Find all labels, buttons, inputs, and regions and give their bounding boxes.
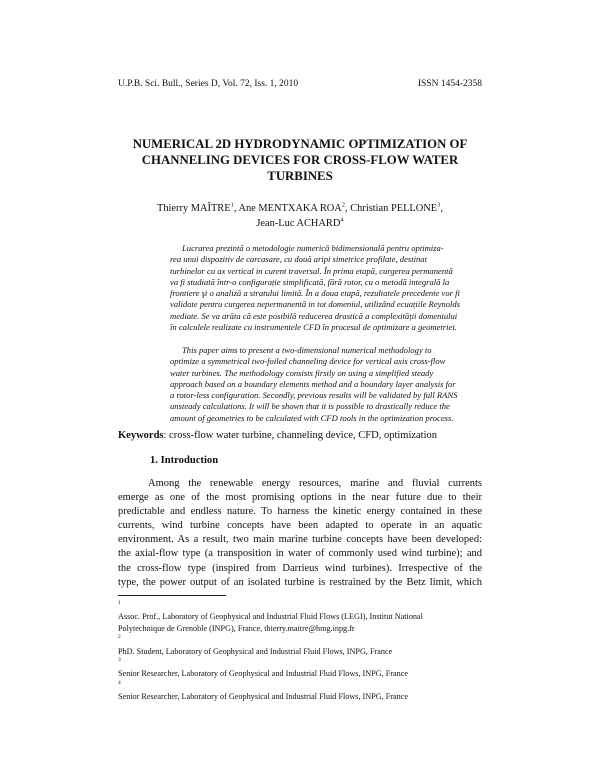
footnote-mark: 1 [118, 600, 121, 607]
abstract-line: validate pentru curgerea nepermanentă in tot domeniul, utilizând ecuațiile Reynolds [170, 299, 461, 310]
abstract-line: turbinelor cu ax vertical in curent traversal. În prima etapă, curgerea permanentă [170, 265, 453, 276]
abstract-line: approach based on a boundary elements method and a boundary layer analysis for [170, 378, 456, 389]
body-line: environment. As a result, two main marine turbine concepts have been developed: [118, 534, 482, 546]
footnotes [118, 600, 484, 703]
affiliation-mark: 2 [341, 201, 346, 209]
footnote-mark: 3 [118, 657, 121, 664]
footnote-divider [118, 595, 226, 596]
journal-citation: U.P.B. Sci. Bull., Series D, Vol. 72, Iss. 1, 2010 [118, 79, 299, 89]
footnote-mark: 2 [118, 634, 121, 641]
abstract-line: water turbines. The methodology consists firstly on using a simplified steady [170, 367, 434, 378]
title-line: CHANNELING DEVICES FOR CROSS-FLOW WATER [141, 153, 459, 167]
abstract-line: frontiere şi o analiză a stratului limită. În a doua etapă, rezultatele precedente vor fi [170, 288, 460, 299]
footnote-text: Senior Researcher, Laboratory of Geophysical and Industrial Fluid Flows, INPG, France [118, 692, 409, 702]
abstract-line: va fi studiată într-o configurație simplificată, fără rotor, cu o metodă integrală la [170, 276, 450, 287]
abstract-line: rea unui dispozitiv de carcasare, cu două aripi simetrice profilate, destinat [170, 254, 427, 265]
abstract-english [170, 345, 458, 424]
footnote-4 [118, 680, 484, 703]
author-line-1: Thierry MAÎTRE$^1$, Ane MENTXAKA ROA$^2$, Christian PELLONE$^3$, [157, 201, 443, 214]
footnote-1-continued: Polytechnique de Grenoble (INPG), France, thierry.maitre@hmg.inpg.fr [118, 623, 355, 633]
footnote-1 [118, 600, 484, 623]
body-line: predictable and endless nature. To harness the kinetic energy contained in these [118, 506, 482, 518]
footnote-2 [118, 634, 484, 657]
paper-title [110, 136, 490, 184]
author-name: Ane MENTXAKA ROA [238, 203, 342, 214]
author-name: Jean-Luc ACHARD [256, 218, 341, 229]
footnote-text: Assoc. Prof., Laboratory of Geophysical and Industrial Fluid Flows (LEGI), Institut National [118, 612, 423, 622]
affiliation-mark: 3 [437, 201, 441, 209]
abstract-line: Lucrarea prezintă o metodologie numerică bidimensională pentru optimiza- [182, 243, 444, 253]
section-heading: 1. Introduction [150, 455, 219, 466]
footnote-3 [118, 657, 484, 680]
body-line: type, the power output of an isolated turbine is restrained by the Betz limit, which [118, 576, 482, 588]
footnote-text: Senior Researcher, Laboratory of Geophysical and Industrial Fluid Flows, INPG, France [118, 669, 409, 679]
introduction-body [118, 477, 482, 590]
affiliation-mark: 4 [340, 216, 344, 224]
abstract-line: optimize a symmetrical two-foiled channeling device for vertical axis cross-flow [170, 356, 446, 367]
keywords-text: : cross-flow water turbine, channeling device, CFD, optimization [163, 430, 438, 441]
abstract-line: unsteady calculations. It will be shown that it is possible to drastically reduce the [170, 401, 450, 412]
title-line: NUMERICAL 2D HYDRODYNAMIC OPTIMIZATION OF [132, 137, 468, 151]
title-line: TURBINES [267, 169, 333, 183]
abstract-line: mediate. Se va arăta că este posibilă reducerea drastică a complexității domeniului [170, 310, 458, 321]
body-line: the axial-flow type (a transposition in water of commonly used wind turbine); and [118, 548, 482, 560]
abstract-line: This paper aims to present a two-dimensional numerical methodology to [182, 345, 432, 355]
keywords [118, 430, 437, 441]
abstract-line: în calculele realizate cu instrumentele CFD în procesul de optimizare a geometriei. [170, 322, 457, 333]
running-head [118, 79, 482, 89]
author-name: Christian PELLONE [350, 203, 438, 214]
footnote-text: PhD. Student, Laboratory of Geophysical and Industrial Fluid Flows, INPG, France [118, 646, 393, 656]
body-line: Among the renewable energy resources, marine and fluvial currents [148, 478, 482, 489]
abstract-line: a rotor-less configuration. Secondly, previous results will be validated by full RANS [170, 390, 458, 401]
abstract-line: amount of geometries to be calculated with CFD tools in the optimization process. [170, 412, 454, 423]
abstract-romanian [170, 243, 461, 333]
author-name: Thierry MAÎTRE [157, 203, 231, 214]
keywords-label: Keywords [118, 430, 164, 441]
body-line: the cross-flow type (inspired from Darrieus wind turbines). Irrespective of the [118, 562, 482, 574]
author-line-2 [120, 216, 480, 231]
body-line: currents, wind turbine concepts have been adapted to operate in an aquatic [118, 520, 482, 532]
issn: ISSN 1454-2358 [417, 79, 482, 89]
footnote-mark: 4 [118, 680, 121, 687]
affiliation-mark: 1 [230, 201, 234, 209]
body-line: emerge as one of the most promising options in the near future due to their [118, 492, 482, 504]
author-list [120, 201, 480, 231]
